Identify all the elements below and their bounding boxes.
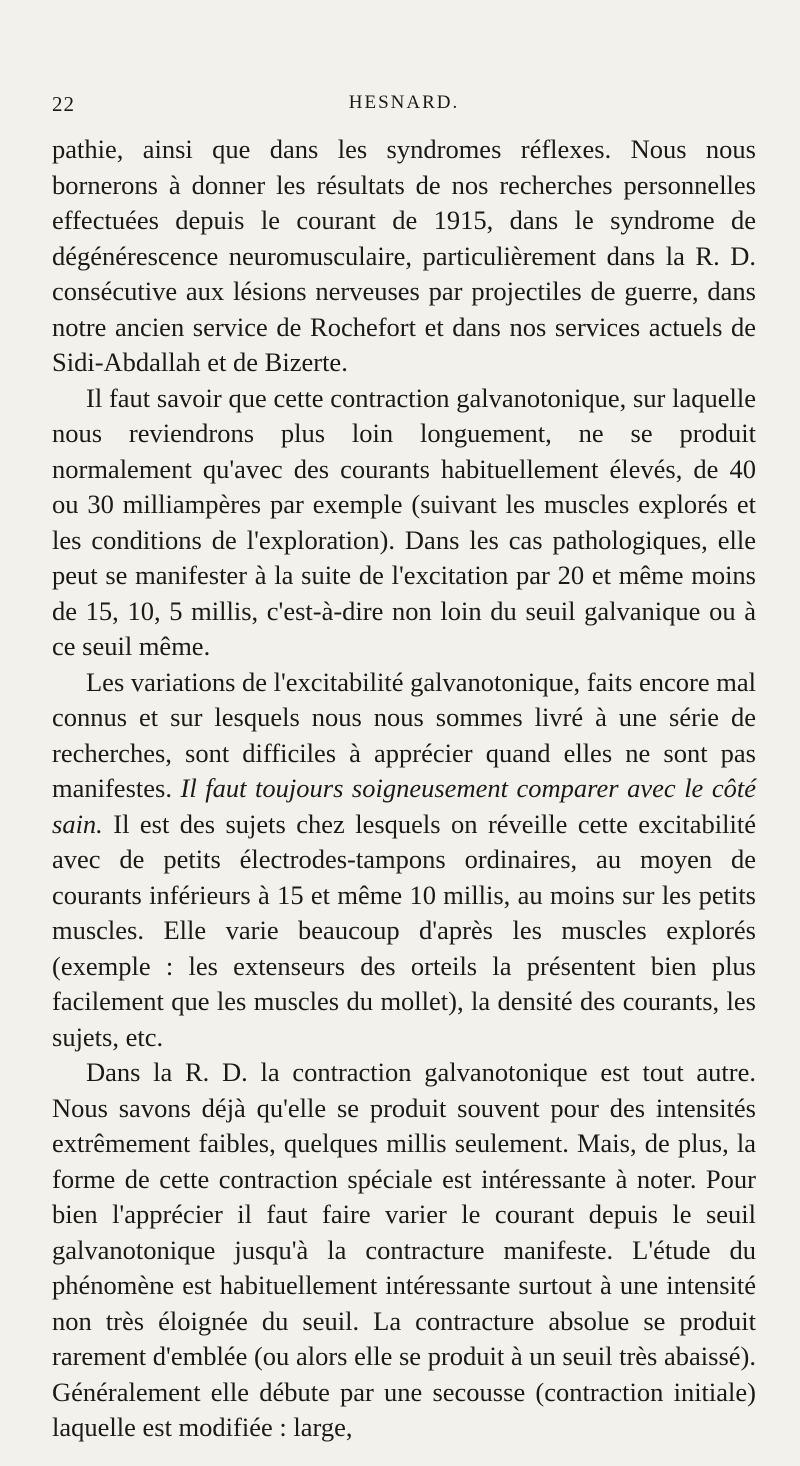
paragraph-4: Dans la R. D. la contraction galvanotonique est tout autre. Nous savons déjà qu'elle se produit souvent pour des intensités extrêmement faibles, quelques millis seulement. Mais, de plus, la forme de cette contraction spéciale est intéressante à noter. Pour bien l'apprécier il faut faire varier le courant depuis le seuil galvanotonique jusqu'à la contracture manifeste. L'étude du phénomène est habituellement intéressante surtout à une intensité non très éloignée du seuil. La contracture absolue se produit rarement d'emblée (ou alors elle se produit à un seuil très abaissé). Généralement elle débute par une secousse (contraction initiale) laquelle est modifiée : large, — [52, 1057, 756, 1442]
paragraph-3 — [52, 665, 756, 1056]
paragraph-2: Il faut savoir que cette contraction galvanotonique, sur laquelle nous reviendrons plus loin longuement, ne se produit normalement qu'avec des courants habituellement élevés, de 40 ou 30 milliampères par exemple (suivant les muscles explorés et les conditions de l'exploration). Dans les cas pathologiques, elle peut se manifester à la suite de l'excitation par 20 et même moins de 15, 10, 5 millis, c'est-à-dire non loin du seuil galvanique ou à ce seuil même. — [52, 382, 756, 661]
paragraph-3-text-after: Il est des sujets chez lesquels on réveille cette excitabilité avec de petits électrodes-tampons ordinaires, au moyen de courants inférieurs à 15 et même 10 millis, au moins sur les petits muscles. Elle varie beaucoup d'après les muscles explorés (exemple : les extenseurs des orteils la présentent bien plus facilement que les muscles du mollet), la densité des courants, les sujets, etc. — [52, 808, 757, 1052]
page-number: 22 — [52, 92, 75, 116]
paragraph-1: pathie, ainsi que dans les syndromes réflexes. Nous nous bornerons à donner les résultats de nos recherches personnelles effectuées depuis le courant de 1915, dans le syndrome de dégénérescence neuromusculaire, particulièrement dans la R. D. consécutive aux lésions nerveuses par projectiles de guerre, dans notre ancien service de Rochefort et dans nos services actuels de Sidi-Abdallah et de Bizerte. — [52, 134, 756, 377]
running-head — [52, 92, 756, 128]
body-text — [52, 132, 756, 1446]
paragraph-3-text-before: Les variations de l'excitabilité galvanotonique, faits encore mal connus et sur lesquels nous nous sommes livré à une série de recherches, sont difficiles à apprécier quand elles ne sont pas manifestes. — [52, 666, 756, 803]
running-title: HESNARD. — [348, 92, 460, 113]
paragraph-3-italic-text: Il faut toujours soigneusement comparer avec le côté sain. — [52, 773, 757, 839]
